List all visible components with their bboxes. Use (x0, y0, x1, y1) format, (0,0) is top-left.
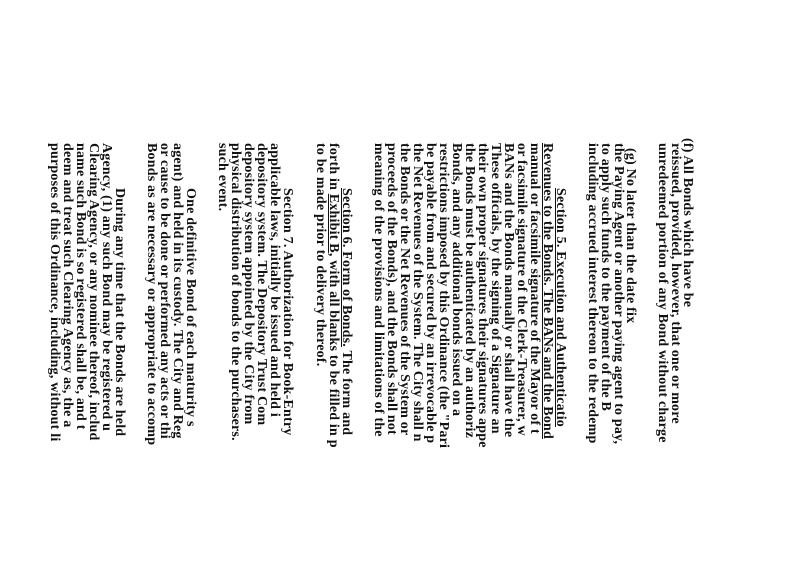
text-line (326, 143, 340, 448)
line-text: Section 7. Authorization for Book-Entry (280, 188, 295, 436)
line-text: the Paying Agent or another paying agent to pay, (611, 143, 626, 445)
text-line (585, 143, 599, 443)
line-text: restrictions imposed by this Ordinance (the "Pari (436, 143, 451, 449)
text-line (423, 143, 437, 443)
line-text: (f) (680, 138, 695, 153)
line-text: forth in (326, 143, 341, 194)
text-line (655, 143, 669, 443)
line-text: the Net Revenues of the System. The City shall n (410, 143, 425, 442)
text-line (611, 143, 625, 444)
line-text: to apply such funds to the payment of the B (598, 143, 613, 412)
text-line (553, 188, 567, 427)
text-line (60, 143, 74, 427)
text-line (280, 188, 294, 436)
text-line (215, 143, 229, 211)
text-line (183, 188, 197, 427)
text-line (668, 143, 682, 424)
line-text: including accrued interest thereon to the redemp (585, 143, 600, 444)
line-text: These officials, by the signing of a Signature an (488, 143, 503, 434)
text-line (144, 143, 158, 445)
text-line (86, 143, 100, 440)
text-line (449, 143, 463, 416)
line-text: meaning of the provisions and limitations of the (371, 143, 386, 437)
text-line (228, 143, 242, 441)
text-line (170, 143, 184, 439)
line-text: applicable laws, initially be issued and held i (267, 143, 282, 417)
underlined-heading-text: Revenues to the Bonds. The BANs and the Bond (540, 143, 555, 439)
line-text: unredeemed portion of any Bond without charge (655, 143, 670, 443)
line-text: be payable from and secured by an irrevocable p (423, 143, 438, 444)
text-line (73, 143, 87, 430)
text-line (157, 143, 171, 439)
text-line (254, 143, 268, 425)
text-line (47, 143, 61, 441)
text-line (462, 143, 476, 438)
line-text: physical distribution of bonds to the purchasers. (228, 143, 243, 441)
text-line (371, 143, 385, 437)
underlined-heading-text: Exhibit B (326, 193, 341, 253)
text-line (339, 188, 353, 435)
text-line (598, 143, 612, 411)
line-text: BANs and the Bonds manually or shall have the (501, 143, 516, 438)
line-text: depository system. The Depository Trust Com (254, 143, 269, 426)
line-text: depository system appointed by the City from (241, 143, 256, 425)
line-text: reissued, provided, however, that one or more (668, 143, 683, 424)
text-line (514, 143, 528, 436)
line-text: deem and treat such Clearing Agency as, the a (60, 143, 75, 428)
text-line (112, 188, 126, 436)
text-line (384, 143, 398, 435)
line-text: One definitive Bond of each maturity s (183, 188, 198, 427)
line-text: The form and (339, 347, 354, 436)
line-text: their own proper signatures their signatures appe (475, 143, 490, 448)
line-text: such event. (215, 143, 230, 212)
line-text: Bonds, and any additional bonds issued on a (449, 143, 464, 417)
text-line (436, 143, 450, 448)
text-line (267, 143, 281, 417)
line-text: the Bonds or the Net Revenues of the System or (397, 143, 412, 436)
text-line (241, 143, 255, 425)
text-line (540, 143, 554, 439)
text-line (475, 143, 489, 448)
line-text: or facsimile signature of the Clerk-Treasurer, w (514, 143, 529, 436)
line-text: the Bonds must be authenticated by an authoriz (462, 143, 477, 439)
line-text: (g) (623, 148, 638, 165)
line-text: Agency, (1) any such Bond may be registered u (99, 143, 114, 432)
line-text: All Bonds which have be (680, 152, 695, 308)
line-text: proceeds of the Bonds), and the Bonds shall not (384, 143, 399, 435)
text-line (527, 143, 541, 434)
line-text: purposes of this Ordinance, including, without li (47, 143, 62, 442)
text-line (397, 143, 411, 435)
line-text: or cause to be done or performed any acts or thi (157, 143, 172, 439)
text-line (410, 143, 424, 442)
line-text: Clearing Agency, or any nominee thereof, includ (86, 143, 101, 441)
line-text: During any time that the Bonds are held (112, 188, 127, 437)
line-text: No later than the date fix (623, 164, 638, 324)
line-text: agent) and held in its custody. The City and Reg (170, 143, 185, 439)
line-text: name such Bond is so registered shall be, and t (73, 143, 88, 430)
line-text: to be made prior to delivery thereof. (313, 143, 328, 367)
underlined-heading-text: Section 6. Form of Bonds. (339, 188, 354, 347)
text-line (313, 143, 327, 366)
line-text: manual or facsimile signature of the Mayor of t (527, 143, 542, 434)
text-line (488, 143, 502, 434)
text-line (99, 143, 113, 431)
line-text: , with all blanks to be filled in p (326, 252, 341, 448)
line-text: Bonds as are necessary or appropriate to accomp (144, 143, 159, 446)
underlined-heading-text: Section 5. Execution and Authenticatio (553, 188, 568, 428)
text-line (501, 143, 515, 437)
